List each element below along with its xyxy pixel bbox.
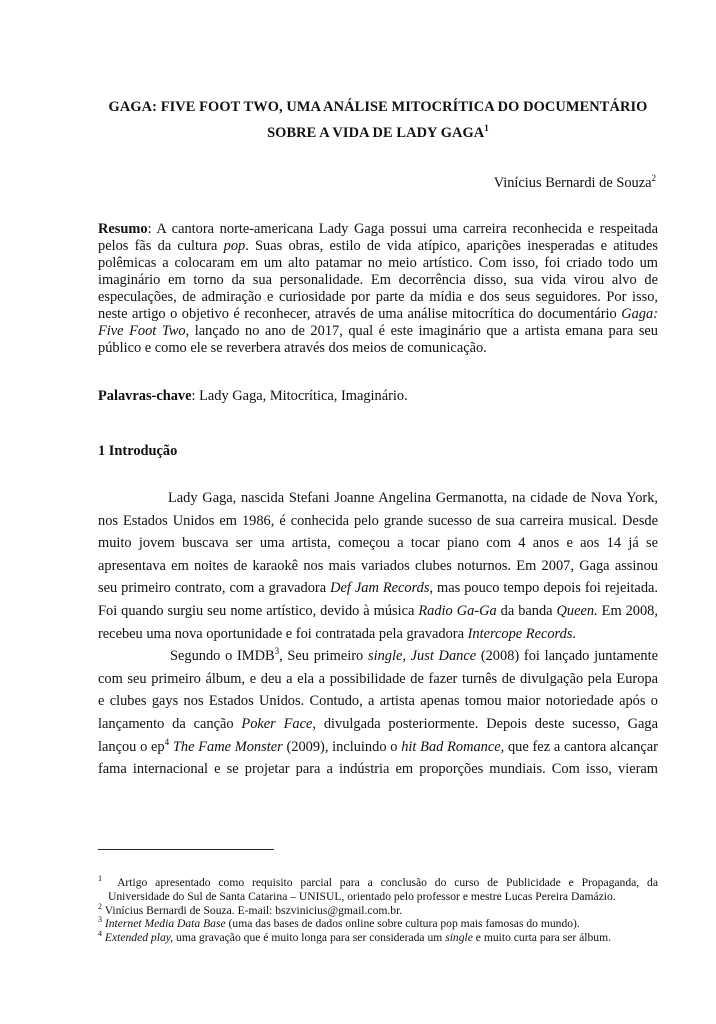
- footnote-divider: [98, 849, 274, 850]
- paragraph-line: lançou o $ep^4$ The Fame Monster (2009), incluindo o hit Bad Romance, que fez a cantora alcançar: [98, 736, 658, 755]
- footnote-mark: 2: [651, 173, 656, 184]
- title-line-1: GAGA: FIVE FOOT TWO, UMA ANÁLISE MITOCRÍTICA DO DOCUMENTÁRIO: [108, 99, 648, 115]
- paragraph-line: nos Estados Unidos em 1986, é conhecida pelo grande sucesso de sua carreira musical. Desde: [98, 512, 658, 529]
- paper-title: [98, 94, 658, 146]
- title-line-2: SOBRE A VIDA DE LADY GAGA$^1$: [267, 123, 489, 141]
- author-name: Vinícius Bernardi de Souza$^2$: [493, 173, 656, 191]
- footnote-mark: 1: [484, 123, 489, 134]
- section-heading: 1 Introdução: [98, 443, 178, 459]
- abstract: Resumo: A cantora norte-americana Lady Gaga possui uma carreira reconhecida e respeitada pelos fãs da cultura pop. Suas obras, estilo de vida atípico, aparições inesperadas e atitudes polêmicas a colocaram em um alto patamar no meio artístico. Com isso, foi criado todo um imaginário em torno da sua personalidade. Em decorrência disso, sua vida virou alvo de especulações, de admiração e curiosidade por parte da mídia e dos seus seguidores. Por isso, neste artigo o objetivo é reconhecer, através de uma análise mitocrítica do documentário Gaga: Five Foot Two, lançado no ano de 2017, qual é este imaginário que a artista emana para seu público e como ele se reverbera através dos meios de comunicação.: [98, 221, 658, 356]
- footnote-mark: 1: [98, 874, 102, 884]
- footnote-2: $^2$ Vinícius Bernardi de Souza. E-mail: bszvinicius@gmail.com.br.: [98, 901, 403, 917]
- documentary-title: Gaga: Five Foot Two: [98, 306, 658, 339]
- paragraph-line: com seu primeiro álbum, e deu a ela a possibilidade de fazer turnês de divulgação pela Europa: [98, 670, 658, 687]
- paragraph-line: Segundo o IMDB$^3$, Seu primeiro single, Just Dance (2008) foi lançado juntamente: [170, 646, 658, 665]
- paragraph-line: muito jovem buscava ser uma artista, começou a tocar piano com 4 anos e aos 14 já se: [98, 535, 658, 552]
- paragraph-line: lançamento da canção Poker Face, divulgada posteriormente. Depois deste sucesso, Gaga: [98, 715, 659, 732]
- footnote-mark: 2: [98, 901, 102, 911]
- footnote-mark: 4: [164, 736, 170, 747]
- paragraph-line: apresentava em noites de karaokê nos mais variados clubes noturnos. Em 2007, Gaga assinou: [98, 557, 658, 574]
- keywords-label: Palavras-chave: [98, 388, 192, 404]
- footnotes: [98, 876, 658, 945]
- paragraph-line: Foi quando surgiu seu nome artístico, devido à música Radio Ga-Ga da banda Queen. Em 2008,: [98, 602, 658, 619]
- footnote-4: $^4$ Extended play, uma gravação que é muito longa para ser considerada um single e muito curta para ser álbum.: [98, 929, 611, 945]
- paragraph-line: e clubes gays nos Estados Unidos. Contudo, a artista apenas tomou maior notoriedade após o: [98, 693, 658, 710]
- body-text: [98, 487, 658, 781]
- paragraph-line: Lady Gaga, nascida Stefani Joanne Angelina Germanotta, na cidade de Nova York,: [168, 490, 658, 506]
- paragraph-line: fama internacional e se projetar para a indústria em proporções mundiais. Com isso, vieram: [98, 761, 658, 778]
- keywords: Palavras-chave: Lady Gaga, Mitocrítica, Imaginário.: [98, 388, 408, 404]
- footnote-1: $^1$ Artigo apresentado como requisito parcial para a conclusão do curso de Publicidade e Propaganda, da Universidade do Sul de Santa Catarina – UNISUL, orientado pelo professor e mestre Lucas Pereira Damázio.: [98, 874, 658, 903]
- footnote-mark: 3: [274, 646, 280, 657]
- paragraph-line: seu primeiro contrato, com a gravadora Def Jam Records, mas pouco tempo depois foi rejeitada.: [98, 580, 658, 597]
- footnote-mark: 4: [98, 929, 102, 939]
- abstract-label: Resumo: [98, 221, 148, 237]
- footnote-3: $^3$ Internet Media Data Base (uma das bases de dados online sobre cultura pop mais famosas do mundo).: [98, 915, 580, 931]
- paragraph-line: recebeu uma nova oportunidade e foi contratada pela gravadora Intercope Records.: [98, 625, 577, 642]
- footnote-mark: 3: [98, 915, 102, 925]
